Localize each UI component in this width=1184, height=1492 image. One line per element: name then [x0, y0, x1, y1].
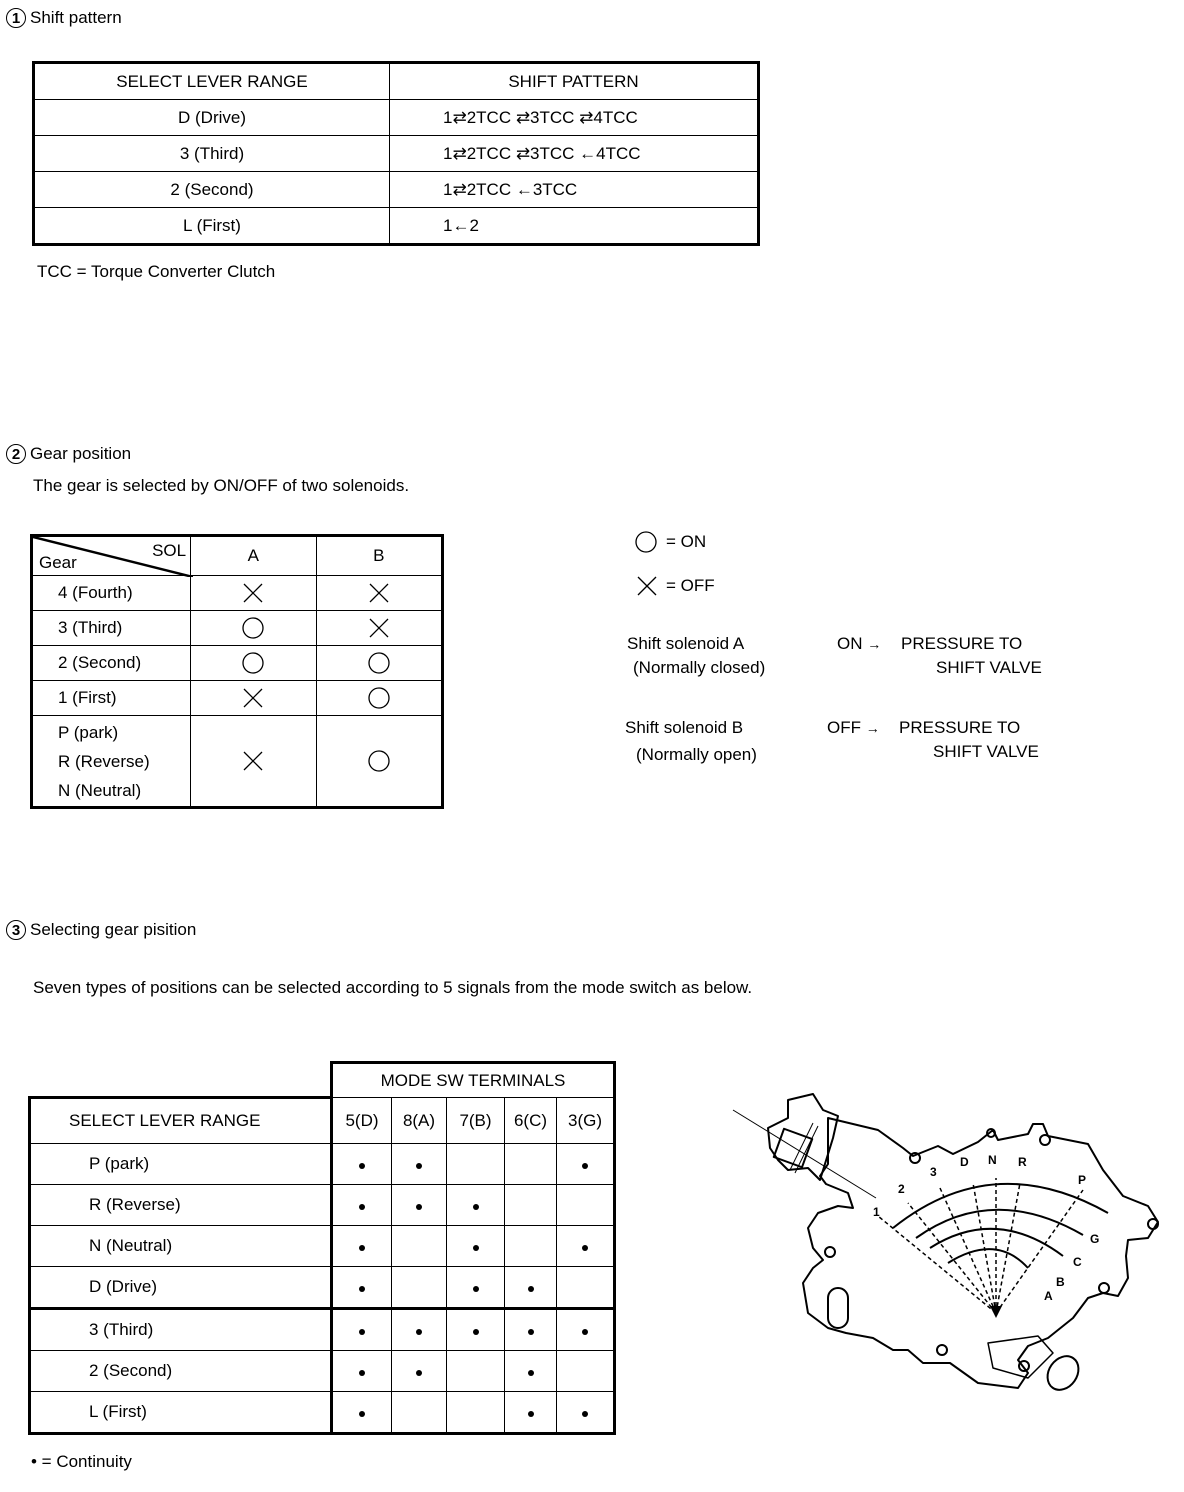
- state-cell: [191, 611, 316, 646]
- section-number-badge: 2: [6, 444, 26, 464]
- continuity-dot-icon: [473, 1204, 479, 1210]
- state-cell: [316, 611, 442, 646]
- gear-line: R (Reverse): [58, 751, 150, 771]
- solenoid-b-effect-1: PRESSURE TO: [899, 718, 1021, 737]
- select-lever-range-header: SELECT LEVER RANGE: [30, 1098, 332, 1144]
- position-label-2: 2: [898, 1182, 905, 1196]
- state-cell: [316, 716, 442, 808]
- range-cell: 2 (Second): [30, 1351, 332, 1392]
- gear-line: P (park): [58, 722, 119, 742]
- terminal-header: 3(G): [557, 1098, 615, 1144]
- continuity-cell: [447, 1309, 505, 1351]
- on-circle-icon: [241, 616, 265, 640]
- off-cross-icon: [368, 617, 390, 639]
- continuity-cell: [447, 1144, 505, 1185]
- continuity-dot-icon: [528, 1370, 534, 1376]
- range-cell: 3 (Third): [34, 136, 390, 172]
- column-header-a: A: [191, 536, 316, 576]
- continuity-cell: [392, 1267, 447, 1309]
- continuity-cell: [557, 1351, 615, 1392]
- continuity-cell: [447, 1226, 505, 1267]
- table-header-row: [34, 63, 759, 100]
- range-cell: D (Drive): [34, 100, 390, 136]
- continuity-cell: [447, 1185, 505, 1226]
- continuity-cell: [557, 1144, 615, 1185]
- range-cell: 3 (Third): [30, 1309, 332, 1351]
- table-row: [30, 1144, 615, 1185]
- off-cross-icon: [242, 750, 264, 772]
- solenoid-b-type: (Normally open): [636, 745, 757, 764]
- continuity-dot-icon: [528, 1411, 534, 1417]
- range-cell: D (Drive): [30, 1267, 332, 1309]
- state-cell: [191, 681, 316, 716]
- table-header-row: [30, 1098, 615, 1144]
- on-circle-icon: [367, 651, 391, 675]
- continuity-dot-icon: [359, 1329, 365, 1335]
- table-row: [30, 1185, 615, 1226]
- continuity-cell: [392, 1185, 447, 1226]
- gear-cell: 3 (Third): [32, 611, 191, 646]
- state-cell: [316, 646, 442, 681]
- continuity-cell: [332, 1185, 392, 1226]
- table-row: [30, 1309, 615, 1351]
- state-cell: [191, 646, 316, 681]
- section-1-heading: [6, 8, 122, 28]
- solenoid-a-type: (Normally closed): [633, 658, 766, 677]
- track-label-g: G: [1090, 1232, 1100, 1246]
- sol-label: SOL: [152, 541, 187, 560]
- on-circle-icon: [367, 749, 391, 773]
- column-header-b: B: [316, 536, 442, 576]
- continuity-cell: [332, 1351, 392, 1392]
- continuity-cell: [505, 1267, 557, 1309]
- gear-label: Gear: [39, 553, 77, 572]
- diagonal-corner-header: [32, 536, 191, 576]
- on-circle-icon: [367, 686, 391, 710]
- continuity-dot-icon: [473, 1245, 479, 1251]
- section-subtitle: The gear is selected by ON/OFF of two solenoids.: [33, 476, 410, 495]
- off-cross-icon: [636, 575, 658, 597]
- section-title: Gear position: [30, 444, 132, 463]
- mode-switch-table: [28, 1061, 616, 1435]
- continuity-cell: [392, 1392, 447, 1434]
- continuity-dot-icon: [473, 1329, 479, 1335]
- off-cross-icon: [242, 687, 264, 709]
- gear-position-table: [30, 534, 444, 809]
- arrow-right-icon: →: [867, 636, 882, 652]
- continuity-cell: [505, 1309, 557, 1351]
- table-row: [32, 646, 443, 681]
- gear-cell-multi: [32, 716, 191, 808]
- continuity-cell: [392, 1226, 447, 1267]
- section-subtitle: Seven types of positions can be selected according to 5 signals from the mode switch as below.: [33, 978, 753, 997]
- column-header: SHIFT PATTERN: [390, 63, 759, 100]
- continuity-dot-icon: [528, 1286, 534, 1292]
- group-header-row: [30, 1063, 615, 1098]
- continuity-cell: [505, 1226, 557, 1267]
- state-cell: [191, 716, 316, 808]
- continuity-cell: [332, 1226, 392, 1267]
- continuity-cell: [557, 1267, 615, 1309]
- continuity-dot-icon: [582, 1245, 588, 1251]
- gear-cell: 1 (First): [32, 681, 191, 716]
- continuity-cell: [447, 1392, 505, 1434]
- position-label-1: 1: [873, 1205, 880, 1219]
- terminal-header: 8(A): [392, 1098, 447, 1144]
- solenoid-a-state: [837, 634, 881, 654]
- legend-off: [636, 575, 715, 597]
- blank-cell: [30, 1063, 332, 1098]
- table-row: [34, 208, 759, 245]
- continuity-dot-icon: [473, 1286, 479, 1292]
- on-circle-icon: [241, 651, 265, 675]
- continuity-dot-icon: [416, 1329, 422, 1335]
- continuity-cell: [557, 1392, 615, 1434]
- table-row: [30, 1392, 615, 1434]
- continuity-cell: [392, 1351, 447, 1392]
- continuity-dot-icon: [528, 1329, 534, 1335]
- on-circle-icon: [634, 530, 658, 554]
- track-label-c: C: [1073, 1255, 1082, 1269]
- solenoid-b-name: Shift solenoid B: [625, 718, 744, 737]
- continuity-cell: [557, 1226, 615, 1267]
- section-number-badge: 3: [6, 920, 26, 940]
- state-cell: [316, 576, 442, 611]
- pattern-cell: 1⇄2TCC ⇄3TCC ⇄4TCC: [390, 100, 759, 136]
- table-row: [30, 1267, 615, 1309]
- solenoid-b-state: [827, 718, 880, 738]
- legend-off-label: = OFF: [666, 576, 715, 595]
- solenoid-a-effect-1: PRESSURE TO: [901, 634, 1023, 653]
- continuity-dot-icon: [416, 1204, 422, 1210]
- solenoid-a-name: Shift solenoid A: [627, 634, 745, 653]
- continuity-dot-icon: [582, 1163, 588, 1169]
- range-cell: P (park): [30, 1144, 332, 1185]
- state-label: OFF: [827, 718, 861, 737]
- arrow-right-icon: →: [865, 720, 880, 736]
- table-row: [34, 136, 759, 172]
- track-label-a: A: [1044, 1289, 1053, 1303]
- table-row: [34, 100, 759, 136]
- gear-cell: 4 (Fourth): [32, 576, 191, 611]
- column-header: SELECT LEVER RANGE: [34, 63, 390, 100]
- tcc-note: TCC = Torque Converter Clutch: [37, 262, 276, 281]
- section-2-heading: [6, 444, 131, 464]
- continuity-dot-icon: [416, 1370, 422, 1376]
- terminal-header: 7(B): [447, 1098, 505, 1144]
- continuity-cell: [505, 1351, 557, 1392]
- continuity-cell: [505, 1185, 557, 1226]
- legend-on: [634, 530, 706, 554]
- terminal-header: 6(C): [505, 1098, 557, 1144]
- range-cell: L (First): [30, 1392, 332, 1434]
- legend-on-label: = ON: [666, 532, 707, 551]
- continuity-dot-icon: [359, 1370, 365, 1376]
- continuity-note: • = Continuity: [31, 1452, 132, 1471]
- gear-line: N (Neutral): [58, 780, 142, 800]
- shift-pattern-table: [32, 61, 760, 246]
- state-cell: [191, 576, 316, 611]
- table-row: [32, 611, 443, 646]
- continuity-dot-icon: [359, 1245, 365, 1251]
- continuity-cell: [392, 1309, 447, 1351]
- continuity-cell: [557, 1185, 615, 1226]
- section-title: Shift pattern: [30, 8, 122, 27]
- position-label-p: P: [1078, 1173, 1087, 1187]
- position-label-r: R: [1018, 1155, 1027, 1169]
- pattern-cell: 1⇄2TCC ←3TCC: [390, 172, 759, 208]
- continuity-cell: [447, 1351, 505, 1392]
- continuity-cell: [332, 1309, 392, 1351]
- continuity-dot-icon: [359, 1286, 365, 1292]
- pattern-cell: 1⇄2TCC ⇄3TCC ←4TCC: [390, 136, 759, 172]
- off-cross-icon: [242, 582, 264, 604]
- gear-cell: 2 (Second): [32, 646, 191, 681]
- table-row: [34, 172, 759, 208]
- section-3-heading: [6, 920, 196, 940]
- continuity-cell: [392, 1144, 447, 1185]
- section-title: Selecting gear pisition: [30, 920, 197, 939]
- solenoid-a-effect-2: SHIFT VALVE: [936, 658, 1042, 677]
- continuity-dot-icon: [359, 1163, 365, 1169]
- state-cell: [316, 681, 442, 716]
- position-label-3: 3: [930, 1165, 937, 1179]
- table-row: [32, 716, 443, 808]
- table-row: [32, 681, 443, 716]
- continuity-dot-icon: [582, 1411, 588, 1417]
- range-cell: L (First): [34, 208, 390, 245]
- track-label-b: B: [1056, 1275, 1065, 1289]
- continuity-dot-icon: [359, 1411, 365, 1417]
- continuity-dot-icon: [359, 1204, 365, 1210]
- mode-switch-diagram: [728, 1088, 1168, 1398]
- continuity-cell: [332, 1267, 392, 1309]
- table-row: [30, 1226, 615, 1267]
- terminal-header: 5(D): [332, 1098, 392, 1144]
- solenoid-b-effect-2: SHIFT VALVE: [933, 742, 1039, 761]
- continuity-cell: [332, 1392, 392, 1434]
- pattern-cell: 1←2: [390, 208, 759, 245]
- continuity-cell: [557, 1309, 615, 1351]
- table-row: [32, 576, 443, 611]
- continuity-cell: [447, 1267, 505, 1309]
- continuity-cell: [505, 1144, 557, 1185]
- mode-sw-terminals-header: MODE SW TERMINALS: [332, 1063, 615, 1098]
- continuity-dot-icon: [582, 1329, 588, 1335]
- continuity-cell: [505, 1392, 557, 1434]
- range-cell: R (Reverse): [30, 1185, 332, 1226]
- range-cell: N (Neutral): [30, 1226, 332, 1267]
- section-number-badge: 1: [6, 8, 26, 28]
- continuity-dot-icon: [416, 1163, 422, 1169]
- state-label: ON: [837, 634, 863, 653]
- position-label-d: D: [960, 1155, 969, 1169]
- continuity-rows: [30, 1144, 615, 1434]
- table-header-row: [32, 536, 443, 576]
- continuity-cell: [332, 1144, 392, 1185]
- off-cross-icon: [368, 582, 390, 604]
- position-label-n: N: [988, 1153, 997, 1167]
- table-row: [30, 1351, 615, 1392]
- range-cell: 2 (Second): [34, 172, 390, 208]
